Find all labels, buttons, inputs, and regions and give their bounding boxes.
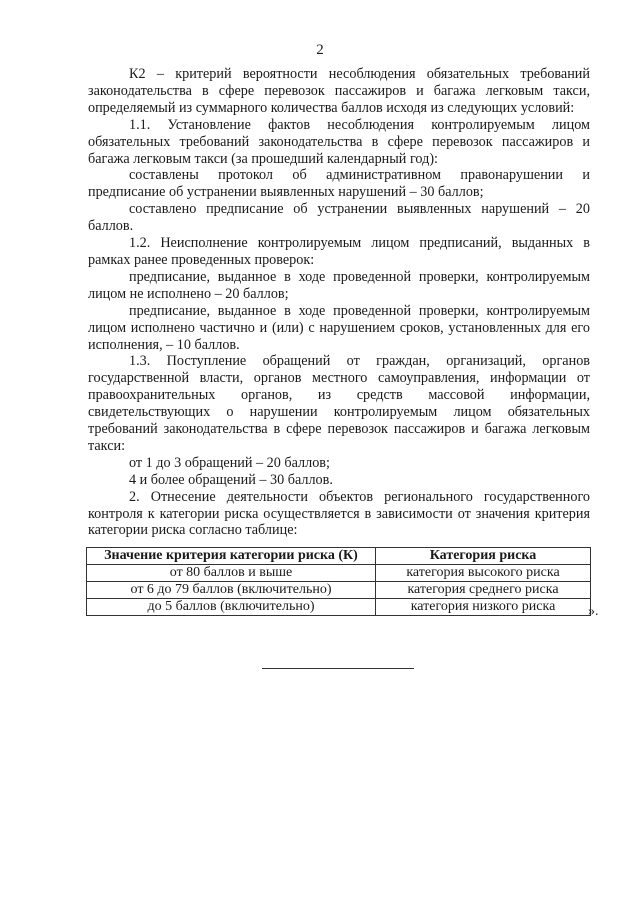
closing-quote: ». bbox=[588, 604, 599, 619]
table-cell-criterion: от 80 баллов и выше bbox=[87, 565, 376, 582]
paragraph-1-3-a: от 1 до 3 обращений – 20 баллов; bbox=[129, 454, 330, 471]
paragraph-k2-definition: К2 – критерий вероятности несоблюдения обязательных требований законодательства в сфере перевозок пассажиров и багажа легковым такси, определяемый из суммарного количества баллов исходя из следующих условий: bbox=[88, 66, 590, 116]
table-header-category: Категория риска bbox=[376, 548, 591, 565]
page-number: 2 bbox=[316, 42, 324, 58]
table-cell-category: категория высокого риска bbox=[376, 565, 591, 582]
table-header-row bbox=[87, 548, 591, 565]
table-cell-category: категория низкого риска bbox=[376, 599, 591, 616]
document-body bbox=[88, 66, 590, 539]
table-cell-criterion: от 6 до 79 баллов (включительно) bbox=[87, 582, 376, 599]
paragraph-1-1-b: составлено предписание об устранении выявленных нарушений – 20 баллов. bbox=[88, 201, 590, 235]
paragraph-1-1-a: составлены протокол об административном правонарушении и предписание об устранении выявленных нарушений – 30 баллов; bbox=[88, 167, 590, 201]
paragraph-1-2-b: предписание, выданное в ходе проведенной проверки, контролируемым лицом исполнено частично и (или) с нарушением сроков, установленных для его исполнения, – 10 баллов. bbox=[88, 302, 590, 353]
end-separator-line bbox=[262, 668, 414, 669]
table-row bbox=[87, 582, 591, 599]
paragraph-1-2-a: предписание, выданное в ходе проведенной проверки, контролируемым лицом не исполнено – 20 баллов; bbox=[88, 268, 590, 302]
table-row bbox=[87, 565, 591, 582]
risk-category-table bbox=[86, 547, 591, 616]
table-row bbox=[87, 599, 591, 616]
risk-table-container bbox=[86, 547, 598, 616]
table-header-criterion: Значение критерия категории риска (К) bbox=[87, 548, 376, 565]
paragraph-1-2: 1.2. Неисполнение контролируемым лицом предписаний, выданных в рамках ранее проведенных проверок: bbox=[88, 235, 590, 268]
paragraph-1-1: 1.1. Установление фактов несоблюдения контролируемым лицом обязательных требований законодательства в сфере перевозок пассажиров и багажа легковым такси (за прошедший календарный год): bbox=[88, 116, 590, 167]
paragraph-2: 2. Отнесение деятельности объектов регионального государственного контроля к категории риска осуществляется в зависимости от значения критерия категории риска согласно таблице: bbox=[88, 488, 590, 539]
paragraph-1-3-b: 4 и более обращений – 30 баллов. bbox=[129, 471, 333, 488]
paragraph-1-3: 1.3. Поступление обращений от граждан, организаций, органов государственной власти, органов местного самоуправления, информации от правоохранительных органов, из средств массовой информации, свидетельствующих о нарушении контролируемым лицом обязательных требований законодательства в сфере перевозок пассажиров и багажа легковым такси: bbox=[88, 353, 590, 454]
table-cell-category: категория среднего риска bbox=[376, 582, 591, 599]
table-cell-criterion: до 5 баллов (включительно) bbox=[87, 599, 376, 616]
